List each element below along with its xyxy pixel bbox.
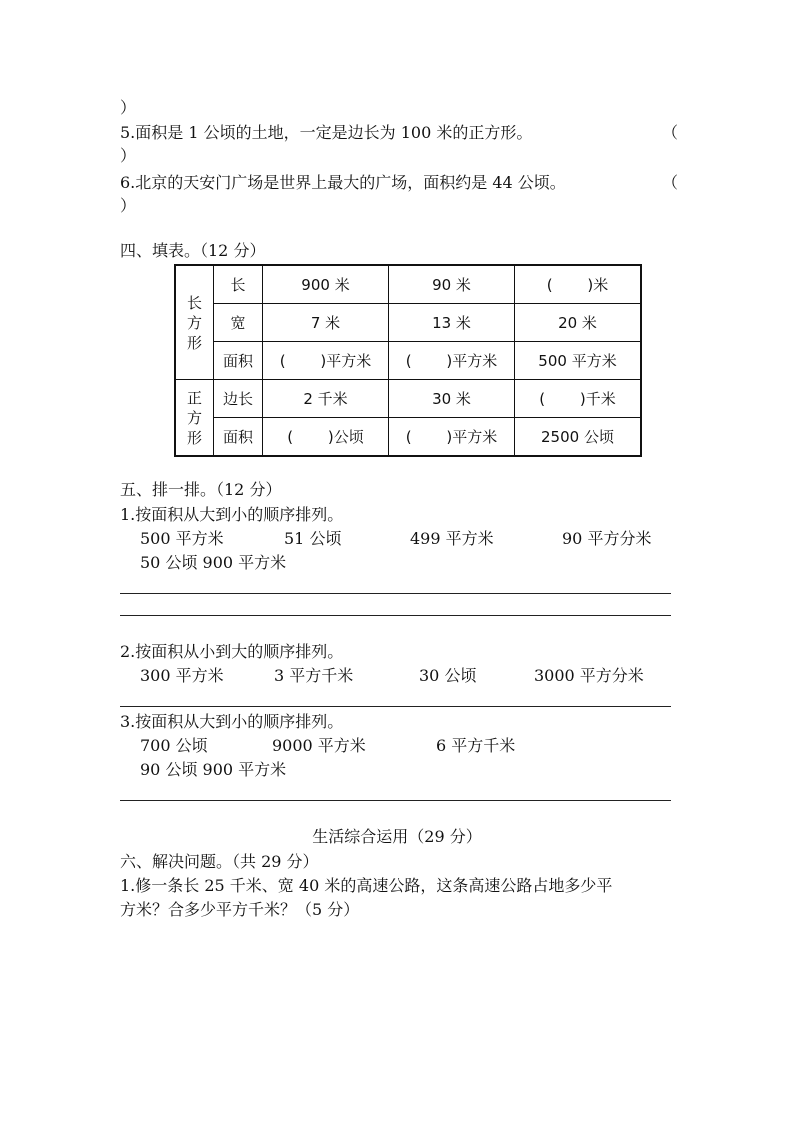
question-6-text: 6.北京的天安门广场是世界上最大的广场，面积约是 44 公顷。 — [120, 173, 566, 192]
table-cell-blank[interactable]: ( )平方米 — [389, 418, 515, 457]
table-cell: 13 米 — [389, 304, 515, 342]
q2-item: 3 平方千米 — [274, 666, 354, 685]
table-row — [175, 380, 641, 418]
q3-item: 700 公顷 — [140, 736, 208, 755]
rectangle-group-label — [175, 265, 214, 380]
fill-in-table — [174, 264, 642, 457]
row-label-side: 边长 — [214, 380, 263, 418]
row-label-area: 面积 — [214, 342, 263, 380]
table-cell-blank[interactable]: ( )平方米 — [263, 342, 389, 380]
problem-1-line-1: 1.修一条长 25 千米、宽 40 米的高速公路，这条高速公路占地多少平 — [120, 876, 613, 895]
question-5-text: 5.面积是 1 公顷的土地，一定是边长为 100 米的正方形。 — [120, 123, 533, 142]
section-4-heading: 四、填表。（12 分） — [120, 241, 266, 260]
table-cell: 500 平方米 — [515, 342, 642, 380]
q1-item: 51 公顷 — [284, 529, 342, 548]
q2-item: 300 平方米 — [140, 666, 224, 685]
section-5-heading: 五、排一排。（12 分） — [120, 480, 282, 499]
part-title: 生活综合运用（29 分） — [312, 827, 482, 846]
q3-item: 90 公顷 900 平方米 — [140, 760, 287, 779]
table-cell: 2500 公顷 — [515, 418, 642, 457]
table-cell: 90 米 — [389, 265, 515, 304]
q1-item: 90 平方分米 — [562, 529, 652, 548]
question-6-answer-paren-open[interactable]: （ — [662, 173, 679, 192]
table-cell-blank[interactable]: ( )公顷 — [263, 418, 389, 457]
question-5-answer-paren-close: ） — [120, 146, 137, 165]
table-cell: 2 千米 — [263, 380, 389, 418]
q3-prompt: 3.按面积从大到小的顺序排列。 — [120, 712, 344, 731]
q3-answer-line[interactable] — [120, 800, 671, 801]
table-row — [175, 265, 641, 304]
row-label-length: 长 — [214, 265, 263, 304]
q2-answer-line[interactable] — [120, 706, 671, 707]
question-6-answer-paren-close: ） — [120, 196, 137, 215]
table-cell-blank[interactable]: ( )千米 — [515, 380, 642, 418]
previous-question-paren-close: ） — [120, 98, 137, 117]
q1-item: 499 平方米 — [410, 529, 494, 548]
question-5-answer-paren-open[interactable]: （ — [662, 123, 679, 142]
q2-prompt: 2.按面积从小到大的顺序排列。 — [120, 642, 344, 661]
table-cell: 900 米 — [263, 265, 389, 304]
row-label-area: 面积 — [214, 418, 263, 457]
table-cell: 20 米 — [515, 304, 642, 342]
q2-item: 3000 平方分米 — [534, 666, 644, 685]
square-group-label — [175, 380, 214, 457]
table-cell-blank[interactable]: ( )平方米 — [389, 342, 515, 380]
problem-1-line-2: 方米？合多少平方千米？（5 分） — [120, 900, 360, 919]
q1-answer-line[interactable] — [120, 593, 671, 594]
q1-item: 500 平方米 — [140, 529, 224, 548]
q3-item: 9000 平方米 — [272, 736, 366, 755]
rectangle-group-text: 长方形 — [186, 293, 202, 352]
q1-item: 50 公顷 900 平方米 — [140, 553, 287, 572]
q1-answer-line[interactable] — [120, 615, 671, 616]
table-cell-blank[interactable]: ( )米 — [515, 265, 642, 304]
q1-prompt: 1.按面积从大到小的顺序排列。 — [120, 505, 344, 524]
section-6-heading: 六、解决问题。（共 29 分） — [120, 852, 319, 871]
table-row — [175, 418, 641, 457]
table-cell: 30 米 — [389, 380, 515, 418]
square-group-text: 正方形 — [186, 388, 202, 447]
table-cell: 7 米 — [263, 304, 389, 342]
row-label-width: 宽 — [214, 304, 263, 342]
q2-item: 30 公顷 — [419, 666, 477, 685]
table-row — [175, 342, 641, 380]
q3-item: 6 平方千米 — [436, 736, 516, 755]
table-row — [175, 304, 641, 342]
